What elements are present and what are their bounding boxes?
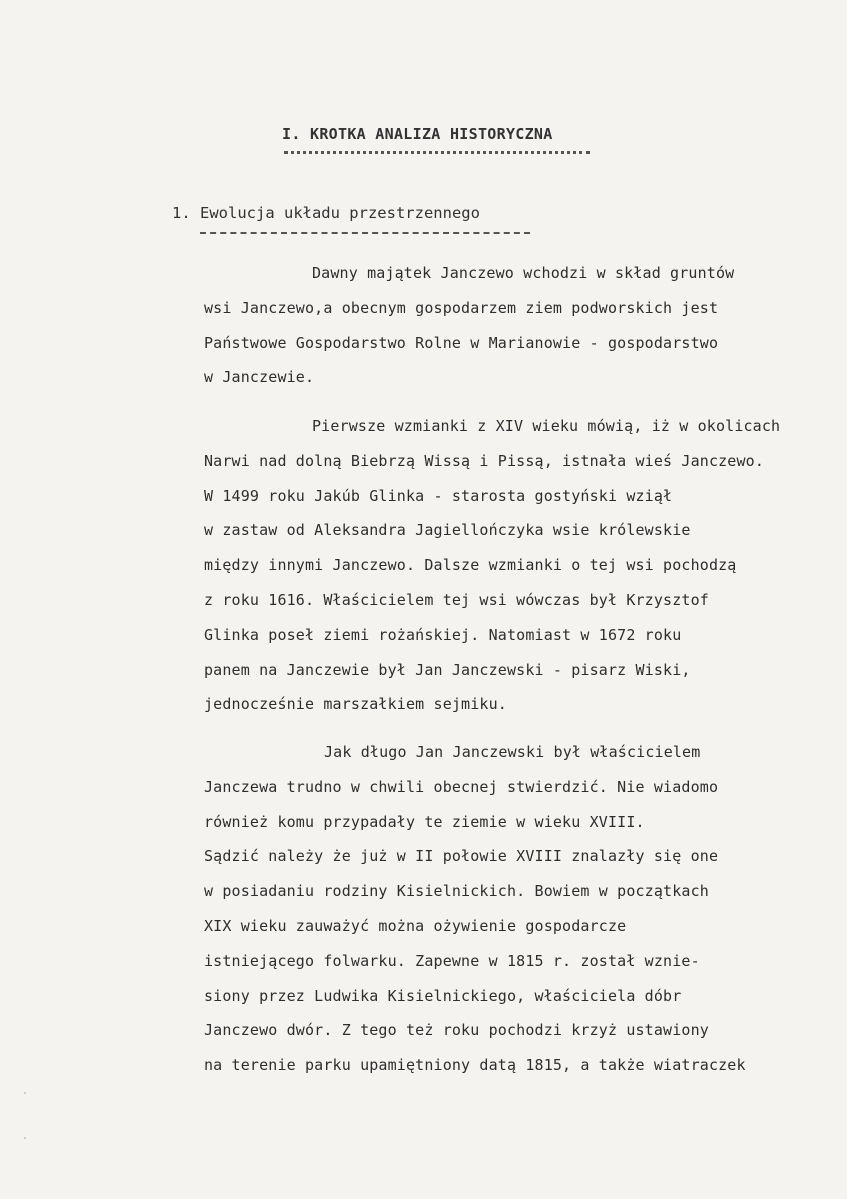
text-line: Janczewa trudno w chwili obecnej stwierdzić. Nie wiadomo: [204, 777, 719, 796]
text-line: siony przez Ludwika Kisielnickiego, właściciela dóbr: [204, 986, 682, 1005]
text-line: W 1499 roku Jakúb Glinka - starosta gostyński wziął: [204, 486, 673, 505]
text-line: panem na Janczewie był Jan Janczewski - pisarz Wiski,: [204, 660, 691, 679]
paragraph-2: [204, 409, 847, 722]
section-underline: [200, 232, 530, 234]
paragraph-1: [204, 256, 847, 395]
text-line: Janczewo dwór. Z tego też roku pochodzi krzyż ustawiony: [204, 1021, 709, 1040]
text-line: Sądzić należy że już w II połowie XVIII znalazły się one: [204, 847, 719, 866]
text-line: istniejącego folwarku. Zapewne w 1815 r. został wznie-: [204, 951, 700, 970]
page-heading: I. KROTKA ANALIZA HISTORYCZNA: [282, 125, 553, 143]
text-line: w Janczewie.: [204, 368, 315, 387]
text-line: między innymi Janczewo. Dalsze wzmianki o tej wsi pochodzą: [204, 556, 737, 575]
text-line: XIX wieku zauważyć można ożywienie gospodarcze: [204, 916, 627, 935]
text-line: Państwowe Gospodarstwo Rolne w Marianowie - gospodarstwo: [204, 333, 719, 352]
text-line: również komu przypadały te ziemie w wieku XVIII.: [204, 812, 645, 831]
text-line: w zastaw od Aleksandra Jagiellończyka wsie królewskie: [204, 521, 691, 540]
text-line: Glinka poseł ziemi rożańskiej. Natomiast w 1672 roku: [204, 625, 682, 644]
text-line: Jak długo Jan Janczewski był właścicielem: [324, 743, 701, 761]
section-title: 1. Ewolucja układu przestrzennego: [172, 204, 480, 222]
text-line: na terenie parku upamiętniony datą 1815, a także wiatraczek: [204, 1056, 746, 1075]
punch-mark: ˙: [22, 1137, 29, 1148]
punch-mark: ˙: [22, 1092, 29, 1103]
text-line: z roku 1616. Właścicielem tej wsi wówczas był Krzysztof: [204, 590, 709, 609]
text-line: Dawny majątek Janczewo wchodzi w skład gruntów: [312, 264, 735, 282]
text-line: jednocześnie marszałkiem sejmiku.: [204, 695, 507, 714]
paragraph-3: [204, 735, 847, 1083]
text-line: Narwi nad dolną Biebrzą Wissą i Pissą, istnała wieś Janczewo.: [204, 451, 765, 470]
text-line: wsi Janczewo,a obecnym gospodarzem ziem podworskich jest: [204, 298, 719, 317]
text-line: Pierwsze wzmianki z XIV wieku mówią, iż w okolicach: [312, 417, 781, 435]
text-line: w posiadaniu rodziny Kisielnickich. Bowiem w początkach: [204, 882, 709, 901]
heading-underline: [284, 151, 590, 154]
